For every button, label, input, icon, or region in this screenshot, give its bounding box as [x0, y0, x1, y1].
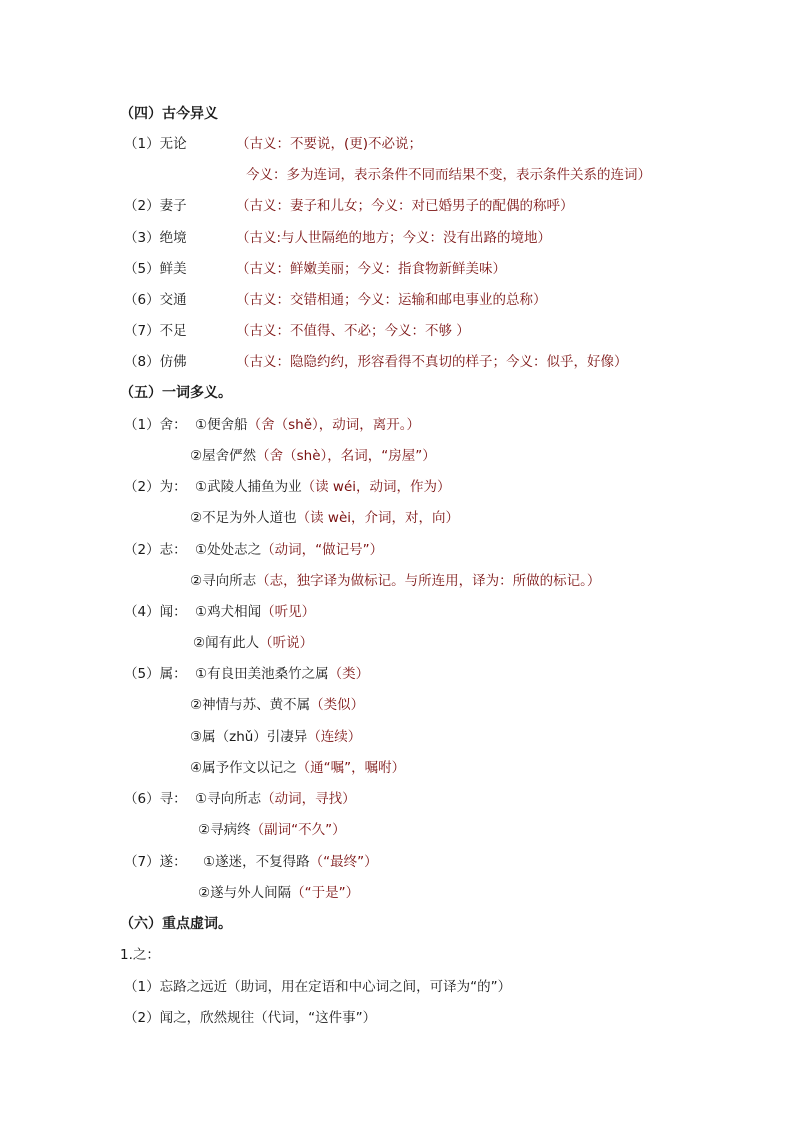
sense-line	[198, 820, 346, 840]
sense-note: （动词，寻找）	[261, 791, 356, 807]
sense-example: ②神情与苏、黄不属	[190, 697, 311, 713]
sense-example: ①遂迷，不复得路	[203, 854, 310, 870]
sense-note: （志，独字译为做标记。与所连用，译为：所做的标记。）	[256, 573, 601, 589]
term-label: （3）绝境	[124, 230, 187, 246]
sense-note: （舍（shè），名词，“房屋”）	[256, 448, 436, 464]
word-label: （7）遂：	[124, 854, 187, 870]
term-gloss: （古义：不值得、不必；今义：不够 ）	[236, 323, 470, 339]
term-label: （7）不足	[124, 323, 187, 339]
sense-note: （读 wèi，介词，对，向）	[296, 510, 459, 526]
word-label: （6）寻：	[124, 791, 187, 807]
term-label: （8）仿佛	[124, 354, 187, 370]
sense-note: （动词，“做记号”）	[261, 542, 384, 558]
sense-line	[195, 602, 315, 622]
sense-example: ①有良田美池桑竹之属	[195, 666, 329, 682]
sense-line	[195, 789, 356, 809]
term-label: （2）妻子	[124, 198, 187, 214]
sense-line	[195, 477, 451, 497]
sense-example: ③属（zhǔ）引凄异	[190, 729, 308, 745]
sense-line	[190, 571, 600, 591]
sense-note: （通“嘱”，嘱咐）	[296, 760, 406, 776]
sense-example: ②不足为外人道也	[190, 510, 297, 526]
sense-example: ①处处志之	[195, 542, 262, 558]
term-gloss: （古义：不要说，(更)不必说；	[236, 136, 423, 152]
sense-line	[190, 727, 361, 747]
section-heading-6: （六）重点虚词。	[120, 916, 232, 932]
sense-note: （“最终”）	[309, 854, 378, 870]
sense-note: （副词“不久”）	[250, 822, 346, 838]
sense-note: （听说）	[259, 635, 314, 651]
section-heading-4: （四）古今异义	[120, 106, 218, 122]
sense-note: （舍（shě），动词，离开。）	[247, 417, 421, 433]
section-heading-5: （五）一词多义。	[120, 385, 232, 401]
sense-example: ②寻病终	[198, 822, 251, 838]
word-label: （4）闻：	[124, 604, 187, 620]
term-gloss: （古义：交错相通；今义：运输和邮电事业的总称）	[236, 292, 547, 308]
word-label: （2）为：	[124, 479, 187, 495]
sense-note: （类似）	[310, 697, 365, 713]
sense-example: ④属予作文以记之	[190, 760, 297, 776]
sense-line	[190, 446, 436, 466]
term-gloss: （古义：鲜嫩美丽；今义：指食物新鲜美味）	[236, 261, 506, 277]
sense-line	[190, 695, 364, 715]
sense-line	[203, 852, 378, 872]
term-gloss: （古义：妻子和儿女；今义：对已婚男子的配偶的称呼）	[236, 198, 574, 214]
sense-line	[193, 633, 313, 653]
sense-note: （读 wéi，动词，作为）	[301, 479, 451, 495]
sense-line	[195, 415, 420, 435]
sense-line	[190, 508, 459, 528]
sense-line	[195, 540, 383, 560]
sense-example: ①寻向所志	[195, 791, 262, 807]
usage-line: （1）忘路之远近（助词，用在定语和中心词之间，可译为“的”）	[124, 979, 512, 995]
sense-example: ②闻有此人	[193, 635, 260, 651]
sense-example: ②屋舍俨然	[190, 448, 257, 464]
sense-note: （听见）	[261, 604, 316, 620]
sense-line	[190, 758, 405, 778]
usage-line: （2）闻之，欣然规往（代词，“这件事”）	[124, 1010, 377, 1026]
sense-note: （类）	[328, 666, 370, 682]
sense-example: ①便舍船	[195, 417, 248, 433]
term-label: （6）交通	[124, 292, 187, 308]
term-gloss: （古义：隐隐约约，形容看得不真切的样子；今义：似乎，好像）	[236, 354, 628, 370]
subheading: 1.之：	[120, 947, 160, 963]
word-label: （2）志：	[124, 542, 187, 558]
word-label: （1）舍：	[124, 417, 187, 433]
term-gloss: 今义：多为连词，表示条件不同而结果不变，表示条件关系的连词）	[246, 167, 651, 183]
sense-example: ②遂与外人间隔	[198, 885, 292, 901]
sense-example: ①鸡犬相闻	[195, 604, 262, 620]
sense-note: （“于是”）	[291, 885, 360, 901]
sense-example: ②寻向所志	[190, 573, 257, 589]
sense-note: （连续）	[307, 729, 362, 745]
term-label: （1）无论	[124, 136, 187, 152]
sense-line	[195, 664, 369, 684]
sense-line	[198, 883, 359, 903]
term-gloss: （古义:与人世隔绝的地方；今义：没有出路的境地）	[236, 230, 552, 246]
word-label: （5）属：	[124, 666, 187, 682]
sense-example: ①武陵人捕鱼为业	[195, 479, 302, 495]
term-label: （5）鲜美	[124, 261, 187, 277]
